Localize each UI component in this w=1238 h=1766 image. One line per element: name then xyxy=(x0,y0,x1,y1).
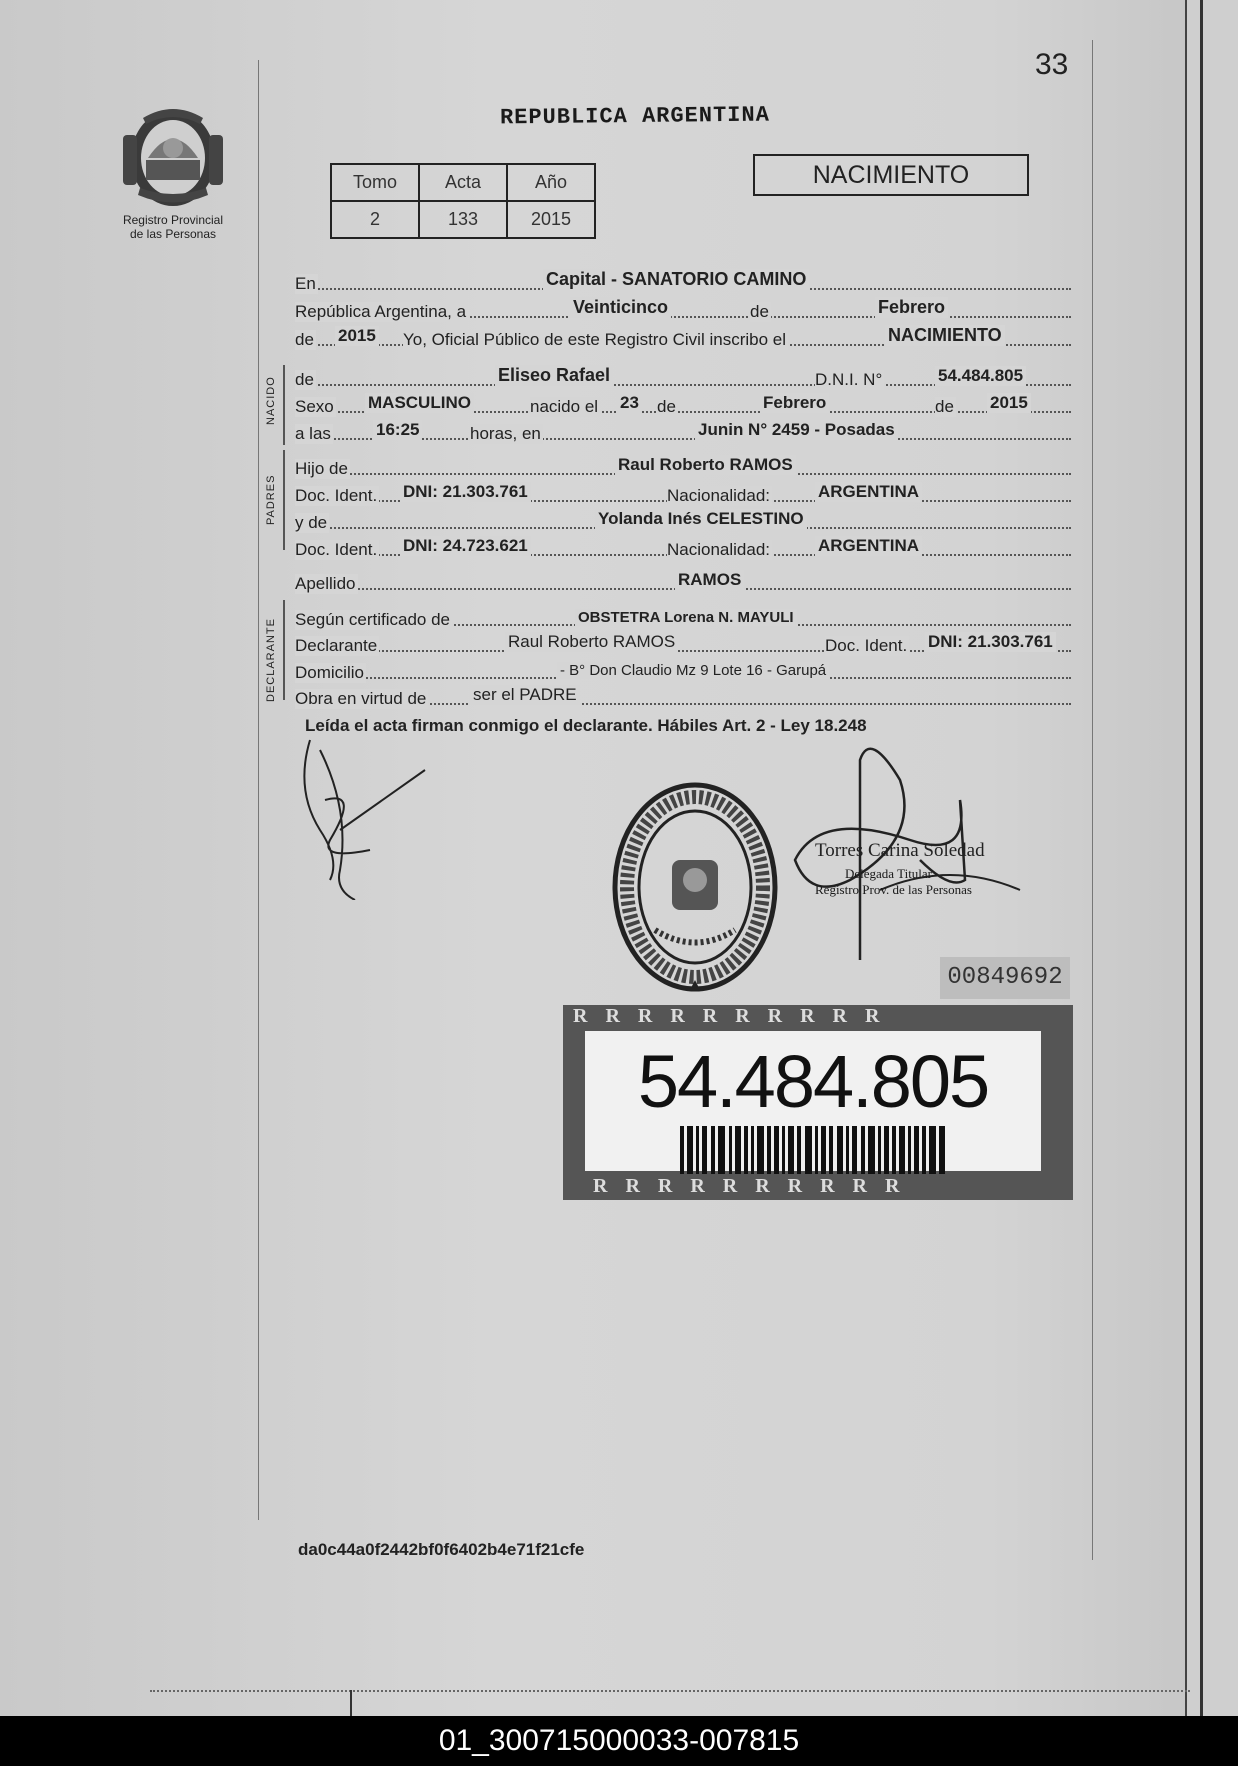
register-value-acta: 133 xyxy=(419,201,507,238)
value-dni: 54.484.805 xyxy=(935,366,1026,386)
dni-sticker xyxy=(563,1005,1073,1200)
nacido-bracket xyxy=(283,365,285,445)
value-mother: Yolanda Inés CELESTINO xyxy=(595,509,807,529)
page-edge xyxy=(1185,0,1238,1716)
value-birth-day: 23 xyxy=(617,393,642,413)
register-value-ano: 2015 xyxy=(507,201,595,238)
line-year xyxy=(295,318,1071,349)
register-value-row xyxy=(331,201,595,238)
page-edge-line xyxy=(1200,0,1203,1716)
line-mother xyxy=(295,501,1071,532)
line-mother-doc xyxy=(295,528,1071,559)
label-y-de: y de xyxy=(295,513,328,532)
declarant-signature-icon xyxy=(290,730,430,900)
value-year: 2015 xyxy=(335,326,379,346)
line-name xyxy=(295,358,1071,389)
register-header-tomo: Tomo xyxy=(331,164,419,201)
sticker-label xyxy=(585,1031,1041,1171)
label-nac-mother: Nacionalidad: xyxy=(667,540,771,559)
line-sex xyxy=(295,385,1071,416)
label-en: En xyxy=(295,274,316,293)
value-birth-year: 2015 xyxy=(987,393,1031,413)
label-apellido: Apellido xyxy=(295,574,356,593)
barcode-icon xyxy=(680,1126,945,1174)
declarante-section-label: DECLARANTE xyxy=(265,618,277,702)
nacido-section-label: NACIDO xyxy=(265,376,277,425)
line-father xyxy=(295,447,1071,478)
value-father: Raul Roberto RAMOS xyxy=(615,455,796,475)
label-declarante: Declarante xyxy=(295,636,378,655)
padres-bracket xyxy=(283,450,285,550)
officer-name: Torres Carina Soledad xyxy=(815,840,985,861)
officer-office: Registro Prov. de las Personas xyxy=(815,882,972,897)
value-obra: ser el PADRE xyxy=(470,685,580,705)
value-domicilio: - B° Don Claudio Mz 9 Lote 16 - Garupá xyxy=(557,662,829,679)
label-domicilio: Domicilio xyxy=(295,663,364,682)
line-certificate xyxy=(295,598,1071,629)
padres-section-label: PADRES xyxy=(265,474,277,525)
line-date xyxy=(295,290,1071,321)
label-cert: Según certificado de xyxy=(295,610,450,629)
label-de-b: de xyxy=(935,397,954,416)
value-event: NACIMIENTO xyxy=(885,325,1005,346)
label-dni: D.N.I. N° xyxy=(815,370,883,389)
declarante-bracket xyxy=(283,600,285,700)
label-doc-mother: Doc. Ident. xyxy=(295,540,378,559)
label-de2: de xyxy=(295,330,314,349)
line-surname xyxy=(295,562,1071,593)
document-hash: da0c44a0f2442bf0f6402b4e71f21cfe xyxy=(298,1540,585,1559)
label-de-a: de xyxy=(657,397,676,416)
label-sexo: Sexo xyxy=(295,397,334,416)
label-de-name: de xyxy=(295,370,314,389)
label-declarante-doc: Doc. Ident. xyxy=(825,636,908,655)
line-father-doc xyxy=(295,474,1071,505)
value-apellido: RAMOS xyxy=(675,570,744,590)
register-table xyxy=(330,163,596,239)
value-birth-month: Febrero xyxy=(760,393,829,413)
line-domicilio xyxy=(295,651,1071,682)
emblem-caption-line1: Registro Provincial xyxy=(122,213,224,227)
frame-left-line xyxy=(258,60,259,1520)
label-nacido-el: nacido el xyxy=(530,397,599,416)
value-place: Capital - SANATORIO CAMINO xyxy=(543,269,809,290)
value-cert: OBSTETRA Lorena N. MAYULI xyxy=(575,609,797,626)
scan-footer-id: 01_300715000033-007815 xyxy=(0,1716,1238,1766)
bottom-dotted-rule xyxy=(150,1690,1190,1693)
label-horas-en: horas, en xyxy=(470,424,541,443)
record-type-box: NACIMIENTO xyxy=(753,154,1029,196)
line-declarante xyxy=(295,624,1071,655)
document-title: REPUBLICA ARGENTINA xyxy=(499,102,770,131)
register-header-row xyxy=(331,164,595,201)
sticker-pattern-top: RRRRRRRRRR xyxy=(573,1005,898,1027)
provincial-emblem-icon xyxy=(118,100,228,210)
value-father-nat: ARGENTINA xyxy=(815,482,922,502)
register-value-tomo: 2 xyxy=(331,201,419,238)
value-month: Febrero xyxy=(875,297,948,318)
sticker-pattern-bottom: RRRRRRRRRR xyxy=(593,1175,918,1197)
line-time xyxy=(295,412,1071,443)
line-place xyxy=(295,262,1071,293)
value-mother-nat: ARGENTINA xyxy=(815,536,922,556)
value-time: 16:25 xyxy=(373,420,422,440)
value-declarante: Raul Roberto RAMOS xyxy=(505,632,678,652)
value-declarante-doc: DNI: 21.303.761 xyxy=(925,632,1056,652)
serial-number: 00849692 xyxy=(940,957,1070,999)
label-official-text: Yo, Oficial Público de este Registro Civil inscribo el xyxy=(403,330,786,349)
emblem-caption xyxy=(108,213,238,241)
label-a-las: a las xyxy=(295,424,331,443)
label-country: República Argentina, a xyxy=(295,302,467,321)
closing-note: Leída el acta firman conmigo el declarante. Hábiles Art. 2 - Ley 18.248 xyxy=(305,716,867,735)
line-obra xyxy=(295,677,1071,708)
register-header-ano: Año xyxy=(507,164,595,201)
register-header-acta: Acta xyxy=(419,164,507,201)
page-number: 33 xyxy=(1035,48,1069,81)
value-name: Eliseo Rafael xyxy=(495,365,613,386)
label-nac-father: Nacionalidad: xyxy=(667,486,771,505)
frame-right-line xyxy=(1092,40,1093,1560)
value-day-words: Veinticinco xyxy=(570,297,671,318)
sticker-dni-number: 54.484.805 xyxy=(637,1040,989,1123)
value-sexo: MASCULINO xyxy=(365,393,474,413)
value-mother-doc: DNI: 24.723.621 xyxy=(400,536,531,556)
emblem-caption-line2: de las Personas xyxy=(129,227,217,241)
value-father-doc: DNI: 21.303.761 xyxy=(400,482,531,502)
label-de1: de xyxy=(750,302,769,321)
official-seal-icon xyxy=(610,780,780,995)
value-address: Junin N° 2459 - Posadas xyxy=(695,420,898,440)
officer-role: Delegada Titular xyxy=(845,866,933,881)
bottom-tick xyxy=(350,1690,352,1718)
label-obra: Obra en virtud de xyxy=(295,689,427,708)
label-doc-father: Doc. Ident. xyxy=(295,486,378,505)
label-hijo-de: Hijo de xyxy=(295,459,348,478)
